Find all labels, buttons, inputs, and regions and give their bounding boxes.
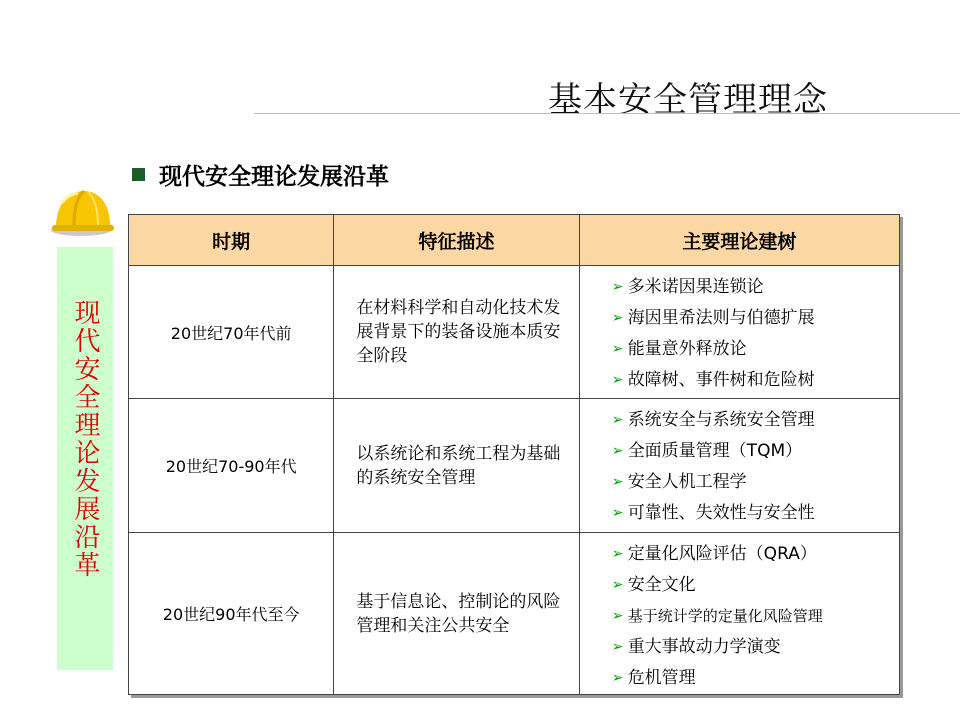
page-title: 基本安全管理理念 bbox=[548, 80, 828, 120]
theories-cell bbox=[579, 399, 899, 533]
table-row bbox=[129, 533, 900, 695]
feature-cell: 基于信息论、控制论的风险管理和关注公共安全 bbox=[334, 533, 579, 695]
arrow-bullet-icon: ➢ bbox=[611, 279, 624, 295]
table-row bbox=[129, 266, 900, 399]
feature-cell: 以系统论和系统工程为基础的系统安全管理 bbox=[334, 399, 579, 533]
theory-table bbox=[128, 214, 900, 695]
feature-cell: 在材料科学和自动化技术发展背景下的装备设施本质安全阶段 bbox=[334, 266, 579, 399]
arrow-bullet-icon: ➢ bbox=[611, 670, 624, 686]
list-item: ➢ 重大事故动力学演变 bbox=[612, 632, 899, 663]
arrow-bullet-icon: ➢ bbox=[611, 412, 624, 428]
theories-cell bbox=[579, 266, 899, 399]
arrow-bullet-icon: ➢ bbox=[611, 577, 624, 593]
theories-cell bbox=[579, 533, 899, 695]
period-cell: 20世纪70-90年代 bbox=[129, 399, 334, 533]
period-cell: 20世纪70年代前 bbox=[129, 266, 334, 399]
arrow-bullet-icon: ➢ bbox=[611, 639, 624, 655]
header-theories: 主要理论建树 bbox=[579, 215, 899, 266]
list-item: ➢ 危机管理 bbox=[612, 663, 899, 694]
list-item: ➢ 定量化风险评估（QRA） bbox=[612, 539, 899, 570]
list-item: ➢ 安全文化 bbox=[612, 570, 899, 601]
side-title: 现代安全理论发展沿革 bbox=[70, 299, 100, 579]
side-panel bbox=[57, 247, 113, 670]
section-heading bbox=[132, 158, 389, 191]
period-cell: 20世纪90年代至今 bbox=[129, 533, 334, 695]
table-header-row bbox=[129, 215, 900, 266]
section-title: 现代安全理论发展沿革 bbox=[159, 164, 389, 190]
list-item: ➢ 可靠性、失效性与安全性 bbox=[612, 498, 899, 529]
table-row bbox=[129, 399, 900, 533]
arrow-bullet-icon: ➢ bbox=[611, 372, 624, 388]
list-item: ➢ 全面质量管理（TQM） bbox=[612, 436, 899, 467]
list-item: ➢ 多米诺因果连锁论 bbox=[612, 272, 899, 303]
arrow-bullet-icon: ➢ bbox=[611, 474, 624, 490]
square-bullet-icon bbox=[132, 168, 145, 181]
hard-hat-icon bbox=[48, 183, 118, 239]
list-item: ➢ 故障树、事件树和危险树 bbox=[612, 365, 899, 396]
title-divider bbox=[254, 113, 960, 114]
list-item: ➢ 海因里希法则与伯德扩展 bbox=[612, 303, 899, 334]
arrow-bullet-icon: ➢ bbox=[611, 341, 624, 357]
header-period: 时期 bbox=[129, 215, 334, 266]
arrow-bullet-icon: ➢ bbox=[611, 310, 624, 326]
list-item: ➢ 安全人机工程学 bbox=[612, 467, 899, 498]
header-feature: 特征描述 bbox=[334, 215, 579, 266]
list-item: ➢ 基于统计学的定量化风险管理 bbox=[612, 601, 899, 632]
arrow-bullet-icon: ➢ bbox=[611, 443, 624, 459]
arrow-bullet-icon: ➢ bbox=[611, 546, 624, 562]
list-item: ➢ 能量意外释放论 bbox=[612, 334, 899, 365]
arrow-bullet-icon: ➢ bbox=[611, 608, 624, 624]
arrow-bullet-icon: ➢ bbox=[611, 505, 624, 521]
list-item: ➢ 系统安全与系统安全管理 bbox=[612, 405, 899, 436]
